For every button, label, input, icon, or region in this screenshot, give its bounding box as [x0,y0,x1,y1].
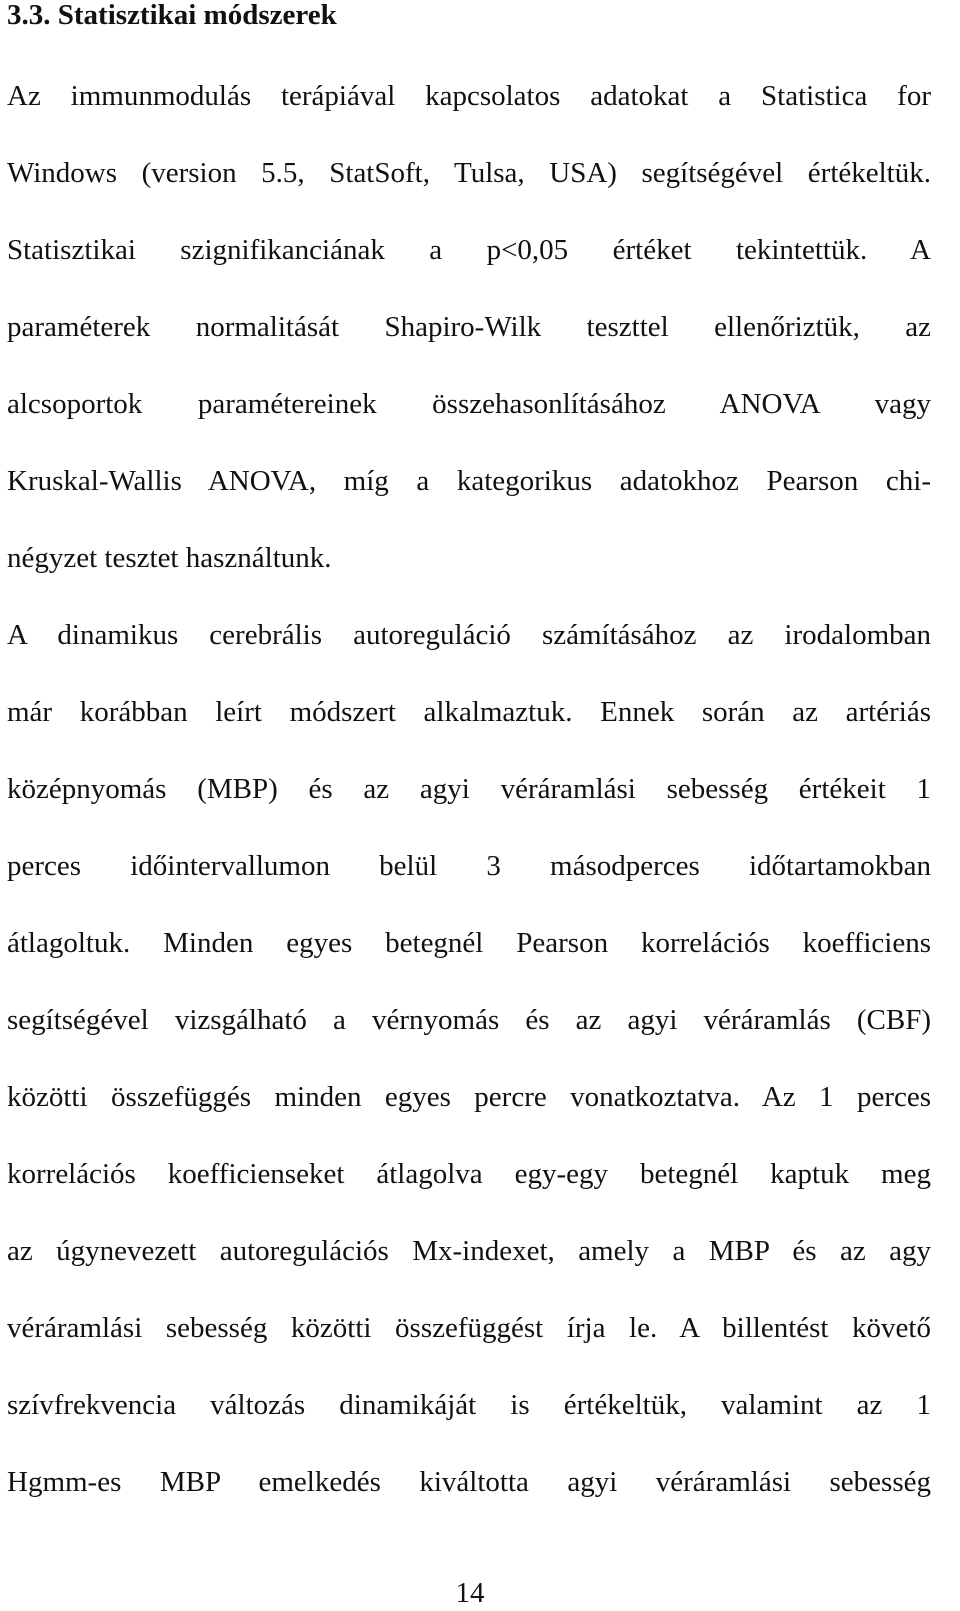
text-line: Kruskal-Wallis ANOVA, míg a kategorikus adatokhoz Pearson chi- [7,465,931,497]
text-line: az úgynevezett autoregulációs Mx-indexet, amely a MBP és az agy [7,1235,931,1267]
paragraph-statistics-software [7,58,931,597]
text-line: Az immunmodulás terápiával kapcsolatos adatokat a Statistica for [7,80,931,112]
text-line: Windows (version 5.5, StatSoft, Tulsa, USA) segítségével értékeltük. [7,157,931,189]
text-line: szívfrekvencia változás dinamikáját is értékeltük, valamint az 1 [7,1389,931,1421]
text-line: segítségével vizsgálható a vérnyomás és az agyi véráramlás (CBF) [7,1004,931,1036]
section-heading: 3.3. Statisztikai módszerek [7,0,337,31]
text-line: átlagoltuk. Minden egyes betegnél Pearson korrelációs koefficiens [7,927,931,959]
text-line: perces időintervallumon belül 3 másodperces időtartamokban [7,850,931,882]
document-page [7,0,931,1521]
text-line: paraméterek normalitását Shapiro-Wilk teszttel ellenőriztük, az [7,311,931,343]
page-number: 14 [455,1577,485,1609]
paragraph-autoregulation-method [7,597,931,1521]
text-line: Hgmm-es MBP emelkedés kiváltotta agyi véráramlási sebesség [7,1466,931,1498]
text-line: négyzet tesztet használtunk. [7,542,332,574]
text-line: Statisztikai szignifikanciának a p<0,05 értéket tekintettük. A [7,234,931,266]
text-line: közötti összefüggés minden egyes percre vonatkoztatva. Az 1 perces [7,1081,931,1113]
text-line: középnyomás (MBP) és az agyi véráramlási sebesség értékeit 1 [7,773,931,805]
text-line: A dinamikus cerebrális autoreguláció számításához az irodalomban [7,619,931,651]
text-line: véráramlási sebesség közötti összefüggést írja le. A billentést követő [7,1312,931,1344]
text-line: korrelációs koefficienseket átlagolva egy-egy betegnél kaptuk meg [7,1158,931,1190]
text-line: alcsoportok paramétereinek összehasonlításához ANOVA vagy [7,388,931,420]
text-line: már korábban leírt módszert alkalmaztuk. Ennek során az artériás [7,696,931,728]
